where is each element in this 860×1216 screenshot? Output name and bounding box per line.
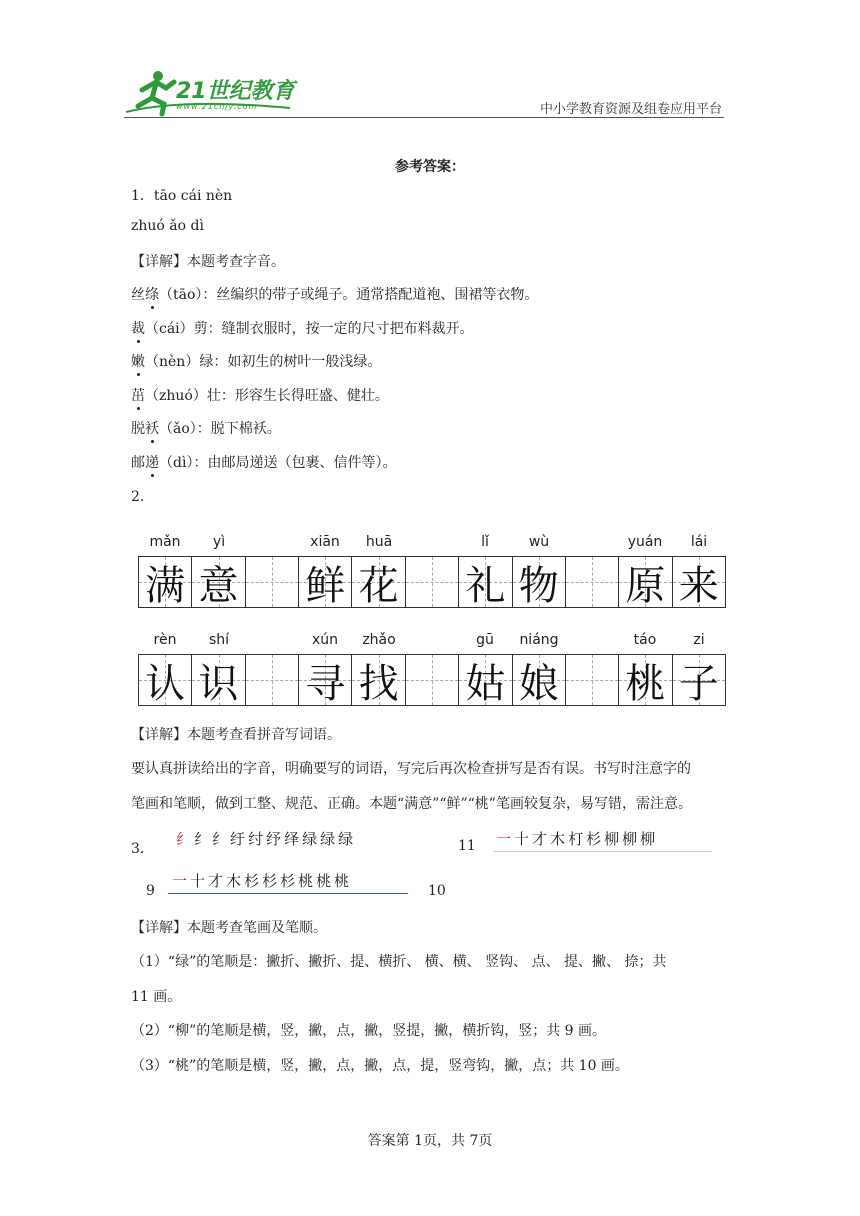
q2-detail: 【详解】本题考查看拼音写词语。 xyxy=(131,727,341,743)
header-divider xyxy=(124,117,724,118)
page-title: 参考答案： xyxy=(395,159,465,175)
q3-label: 3． xyxy=(131,841,154,857)
q1-item: 嫩（nèn）绿：如初生的树叶一般浅绿。 xyxy=(131,354,382,370)
char-cell xyxy=(406,655,459,705)
char-cell xyxy=(406,557,459,607)
logo-url: www.21cnjy.com xyxy=(176,102,258,111)
strip-underline xyxy=(168,893,408,894)
pinyin-label: xún xyxy=(311,632,339,648)
pinyin-label: mǎn xyxy=(149,534,181,550)
character-boxes xyxy=(138,654,726,706)
pinyin-label: wù xyxy=(528,534,550,550)
character-boxes xyxy=(138,556,726,608)
stroke-count-lv: 11 xyxy=(458,838,476,854)
pinyin-label: zi xyxy=(693,632,705,648)
stroke-order-lv: 纟纟纟纡纣纾绎绿绿绿 xyxy=(176,830,357,848)
q2-label: 2． xyxy=(131,489,154,505)
pinyin-label: lǐ xyxy=(481,534,489,550)
char-cell xyxy=(566,557,619,607)
strip-underline xyxy=(494,851,712,852)
logo-text: 21世纪教育 xyxy=(176,79,295,104)
stroke-count-tao: 10 xyxy=(428,883,446,899)
q3-detail: 【详解】本题考查笔画及笔顺。 xyxy=(131,920,327,936)
pinyin-labels xyxy=(138,630,726,654)
pinyin-label: zhǎo xyxy=(362,632,396,648)
q2-paragraph-line2: 笔画和笔顺，做到工整、规范、正确。本题“满意”“鲜”“桃”笔画较复杂，易写错，需注意。 xyxy=(131,796,692,812)
q2-paragraph-line1: 要认真拼读给出的字音，明确要写的词语，写完后再次检查拼写是否有误。书写时注意字的 xyxy=(131,761,691,777)
pinyin-label: yuán xyxy=(627,534,663,550)
char-cell: 物 xyxy=(513,557,566,607)
char-cell xyxy=(246,557,299,607)
pinyin-label: lái xyxy=(690,534,708,550)
pinyin-label: xiān xyxy=(310,534,340,550)
char-cell: 娘 xyxy=(513,655,566,705)
pinyin-label: rèn xyxy=(153,632,177,648)
char-cell: 桃 xyxy=(619,655,672,705)
pinyin-grid-row-2 xyxy=(138,630,726,706)
char-cell: 花 xyxy=(352,557,405,607)
q1-item: 脱袄（ǎo）：脱下棉袄。 xyxy=(131,421,281,437)
pinyin-label: yì xyxy=(212,534,226,550)
q1-detail: 【详解】本题考查字音。 xyxy=(131,254,285,270)
page-header xyxy=(0,0,860,120)
q1-pinyin-line2: zhuó ǎo dì xyxy=(131,218,204,234)
q1-item: 裁（cái）剪：缝制衣服时，按一定的尺寸把布料裁开。 xyxy=(131,321,474,337)
char-cell: 子 xyxy=(673,655,725,705)
char-cell xyxy=(246,655,299,705)
page-footer: 答案第 1页，共 7页 xyxy=(367,1133,493,1149)
stroke-order-liu: 一十才木朾杉柳柳柳 xyxy=(496,830,659,848)
stroke-count-liu: 9 xyxy=(146,883,155,899)
char-cell: 意 xyxy=(192,557,245,607)
q3-answer-1b: 11 画。 xyxy=(131,989,182,1005)
char-cell: 礼 xyxy=(459,557,512,607)
q3-answer-3: （3）“桃”的笔顺是横，竖，撇，点，撇，点，提，竖弯钩，撇，点；共 10 画。 xyxy=(131,1058,629,1074)
char-cell: 寻 xyxy=(299,655,352,705)
char-cell xyxy=(566,655,619,705)
char-cell: 找 xyxy=(352,655,405,705)
platform-name: 中小学教育资源及组卷应用平台 xyxy=(539,102,722,117)
pinyin-grid-row-1 xyxy=(138,532,726,608)
q1-item: 邮递（dì）：由邮局递送（包裹、信件等）。 xyxy=(131,455,397,471)
pinyin-label: niáng xyxy=(519,632,559,648)
q3-answer-1a: （1）“绿”的笔顺是：撇折、撇折、提、横折、 横、横、 竖钩、 点、 提、撇、 捺；共 xyxy=(131,954,667,970)
pinyin-label: huā xyxy=(365,534,393,550)
pinyin-labels xyxy=(138,532,726,556)
char-cell: 满 xyxy=(139,557,192,607)
q1-pinyin-line1: 1．tāo cái nèn xyxy=(131,188,233,204)
q3-answer-2: （2）“柳”的笔顺是横，竖，撇，点，撇，竖提，撇，横折钩，竖；共 9 画。 xyxy=(131,1023,607,1039)
char-cell: 认 xyxy=(139,655,192,705)
char-cell: 鲜 xyxy=(299,557,352,607)
char-cell: 来 xyxy=(673,557,725,607)
char-cell: 姑 xyxy=(459,655,512,705)
pinyin-label: shí xyxy=(208,632,230,648)
q1-item: 丝绦（tāo）：丝编织的带子或绳子。通常搭配道袍、围裙等衣物。 xyxy=(131,287,539,303)
char-cell: 原 xyxy=(619,557,672,607)
pinyin-label: gū xyxy=(476,632,494,648)
char-cell: 识 xyxy=(192,655,245,705)
stroke-order-tao: 一十才木杉杉杉桃桃桃 xyxy=(172,872,353,890)
pinyin-label: táo xyxy=(633,632,657,648)
q1-item: 茁（zhuó）壮：形容生长得旺盛、健壮。 xyxy=(131,388,389,404)
